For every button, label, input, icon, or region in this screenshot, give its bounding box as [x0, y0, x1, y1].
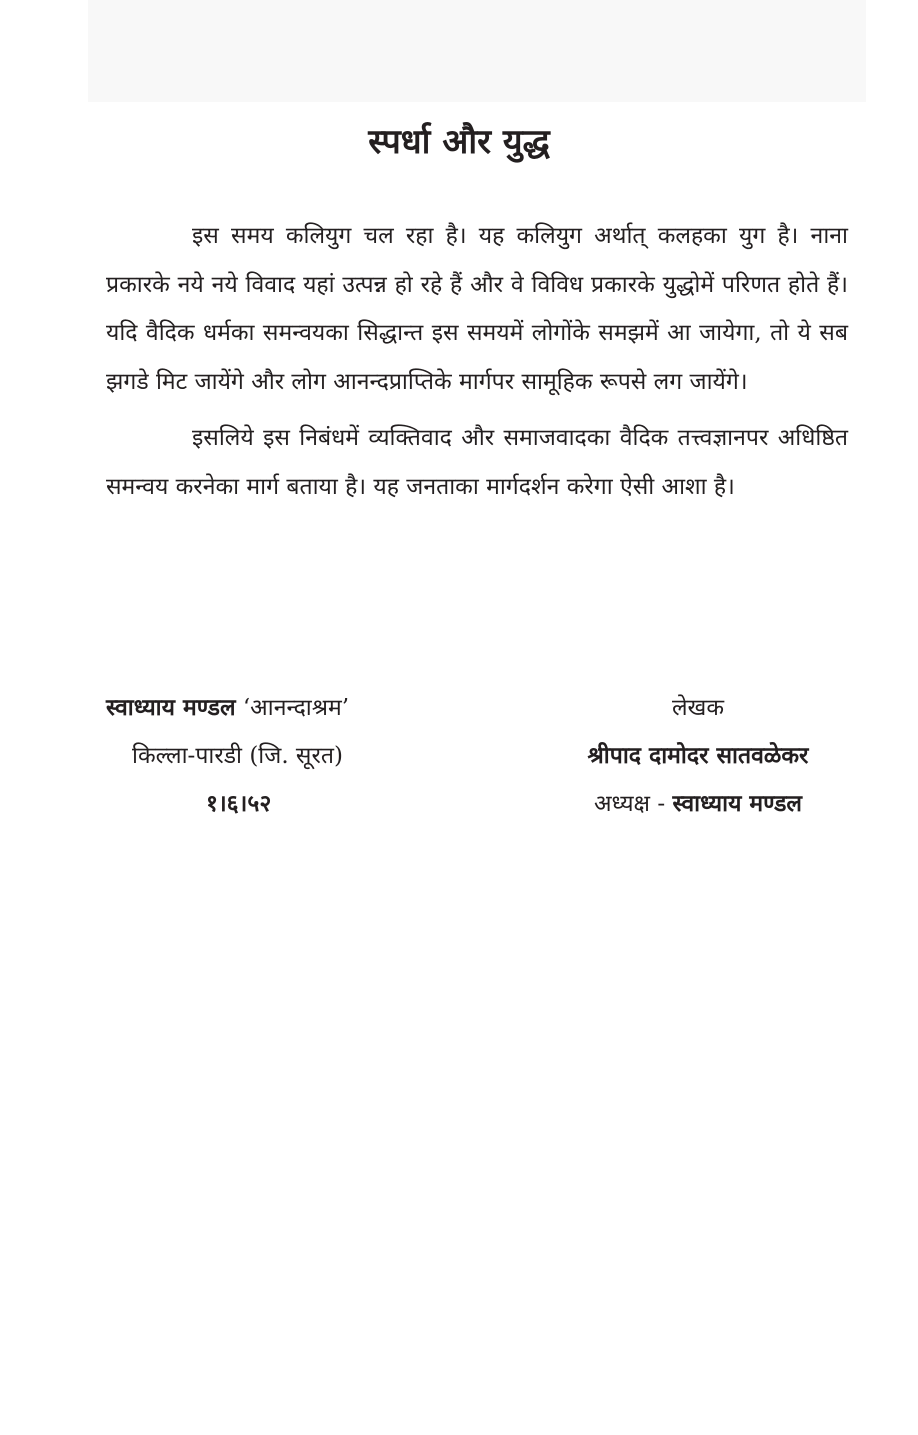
author-signature: [548, 684, 848, 828]
publisher-signature: [106, 684, 416, 828]
author-designation-org: स्वाध्याय मण्डल: [672, 790, 802, 817]
paragraph-1: इस समय कलियुग चल रहा है। यह कलियुग अर्थात् कलहका युग है। नाना प्रकारके नये नये विवाद यहां उत्पन्न हो रहे हैं और वे विविध प्रकारके युद्धोमें परिणत होते हैं। यदि वैदिक धर्मका समन्वयका सिद्धान्त इस समयमें लोगोंके समझमें आ जायेगा, तो ये सब झगडे मिट जायेंगे और लोग आनन्दप्राप्तिके मार्गपर सामूहिक रूपसे लग जायेंगे।: [106, 223, 848, 395]
page-title: स्पर्धा और युद्ध: [368, 122, 550, 162]
author-role: लेखक: [671, 695, 725, 721]
author-designation: [548, 780, 848, 828]
author-designation-prefix: अध्यक्ष -: [593, 791, 666, 817]
author-name: श्रीपाद दामोदर सातवळेकर: [587, 742, 809, 769]
publisher-org: स्वाध्याय मण्डल: [106, 694, 236, 721]
publisher-org-line: [106, 684, 416, 732]
publisher-date: १।६।५२: [206, 790, 272, 817]
publisher-ashram: ‘आनन्दाश्रम’: [242, 695, 350, 721]
publisher-place: किल्ला-पारडी (जि. सूरत): [132, 743, 343, 769]
paragraph-2: इसलिये इस निबंधमें व्यक्तिवाद और समाजवादका वैदिक तत्त्वज्ञानपर अधिष्ठित समन्वय करनेका मार्ग बताया है। यह जनताका मार्गदर्शन करेगा ऐसी आशा है।: [106, 425, 848, 500]
body-text: [106, 212, 848, 519]
page-header-band: [88, 0, 866, 102]
